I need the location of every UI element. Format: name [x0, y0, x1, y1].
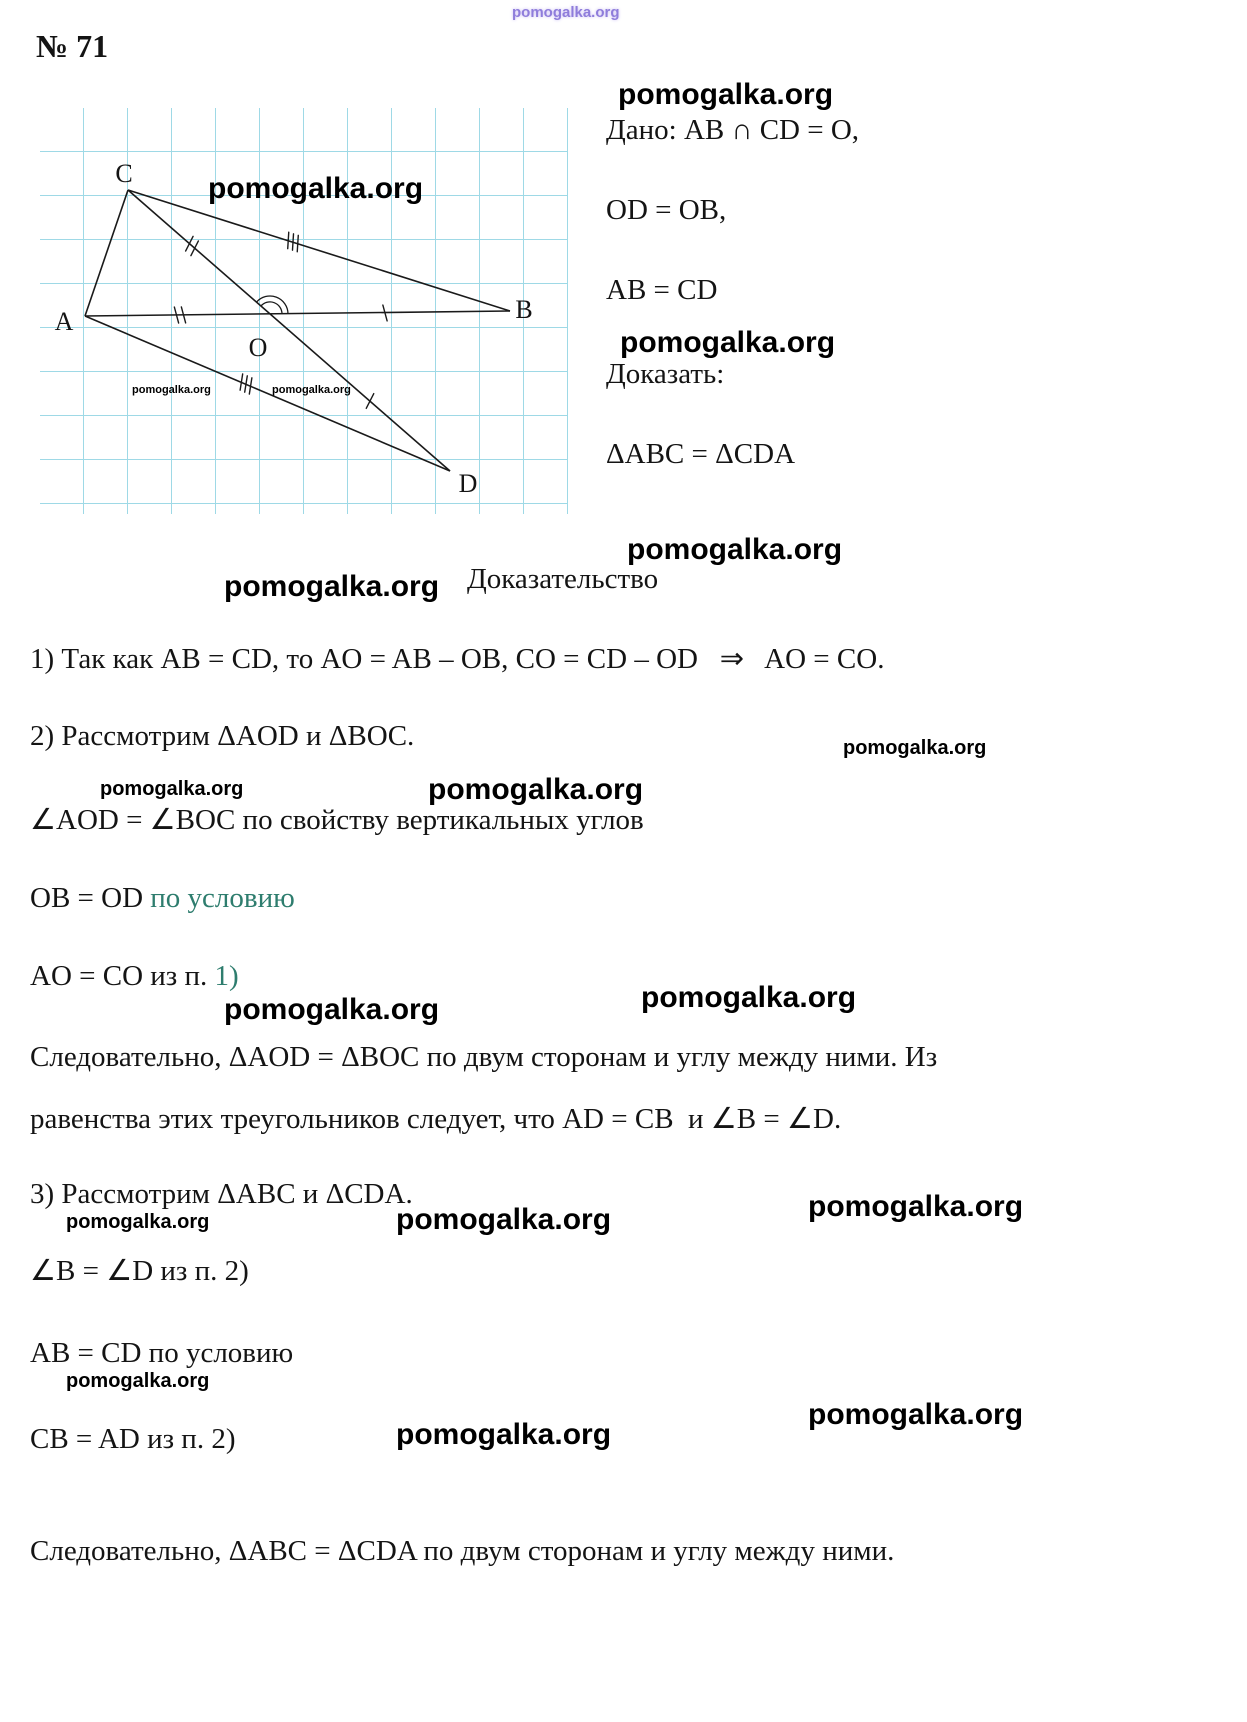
proof-cb-ad: CB = AD из п. 2): [30, 1423, 236, 1455]
watermark: pomogalka.org: [428, 773, 644, 806]
figure-watermark-small: pomogalka.org: [272, 384, 351, 396]
watermark: pomogalka.org: [641, 981, 857, 1014]
tick-ad-triple: [236, 374, 255, 394]
geometry-figure: [40, 108, 568, 514]
proof-ao-co-colored: 1): [214, 960, 239, 992]
watermark: pomogalka.org: [224, 993, 440, 1026]
vertex-label-d: D: [458, 469, 478, 498]
watermark: pomogalka.org: [620, 326, 836, 359]
watermark: pomogalka.org: [843, 737, 987, 759]
proof-heading: Доказательство: [467, 563, 659, 595]
figure-watermark-small: pomogalka.org: [132, 384, 211, 396]
watermark: pomogalka.org: [396, 1418, 612, 1451]
prove-statement: ΔABC = ΔCDA: [606, 438, 796, 470]
problem-number: № 71: [36, 28, 109, 64]
tick-cb-triple: [284, 232, 302, 251]
proof-conclusion1-line2: равенства этих треугольников следует, что AD = CB и ∠B = ∠D.: [30, 1103, 842, 1135]
proof-ao-co: [30, 960, 239, 993]
proof-vertical-angles: ∠AOD = ∠BOC по свойству вертикальных углов: [30, 804, 644, 836]
proof-ao-co-pre: AO = CO из п.: [30, 960, 215, 992]
watermark: pomogalka.org: [808, 1398, 1024, 1431]
watermark: pomogalka.org: [66, 1211, 210, 1233]
proof-conclusion1-line1: Следовательно, ΔAOD = ΔBOC по двум сторонам и углу между ними. Из: [30, 1041, 938, 1073]
vertex-label-c: C: [115, 159, 133, 188]
given-line-3: AB = CD: [606, 274, 718, 306]
proof-ob-od-pre: OB = OD: [30, 882, 151, 914]
watermark: pomogalka.org: [224, 570, 440, 603]
proof-ob-od-colored: по условию: [150, 882, 295, 914]
figure-watermark: pomogalka.org: [208, 172, 424, 205]
proof-step-1: 1) Так как AB = CD, то AO = AB – OB, CO = CD – OD ⇒ AO = CO.: [30, 643, 885, 675]
vertex-label-o: O: [248, 333, 268, 362]
watermark: pomogalka.org: [808, 1190, 1024, 1223]
proof-conclusion2: Следовательно, ΔABC = ΔCDA по двум сторонам и углу между ними.: [30, 1535, 895, 1567]
proof-step-3: 3) Рассмотрим ΔABC и ΔCDA.: [30, 1178, 413, 1210]
top-watermark: pomogalka.org: [512, 4, 620, 21]
given-line-1: Дано: AB ∩ CD = O,: [606, 114, 860, 146]
segment-ab: [85, 311, 510, 316]
proof-ab-cd: AB = CD по условию: [30, 1337, 294, 1369]
segment-ac: [85, 190, 128, 316]
vertex-label-b: B: [515, 295, 533, 324]
given-line-2: OD = OB,: [606, 194, 727, 226]
watermark: pomogalka.org: [66, 1370, 210, 1392]
watermark: pomogalka.org: [618, 78, 834, 111]
watermark: pomogalka.org: [100, 778, 244, 800]
watermark: pomogalka.org: [627, 533, 843, 566]
proof-ob-od: [30, 882, 295, 915]
proof-angle-b-d: ∠B = ∠D из п. 2): [30, 1255, 249, 1287]
vertex-label-a: A: [54, 307, 74, 336]
figure-drawing: [40, 108, 568, 514]
watermark: pomogalka.org: [396, 1203, 612, 1236]
proof-step-2: 2) Рассмотрим ΔAOD и ΔBOC.: [30, 720, 415, 752]
prove-label: Доказать:: [606, 358, 725, 390]
